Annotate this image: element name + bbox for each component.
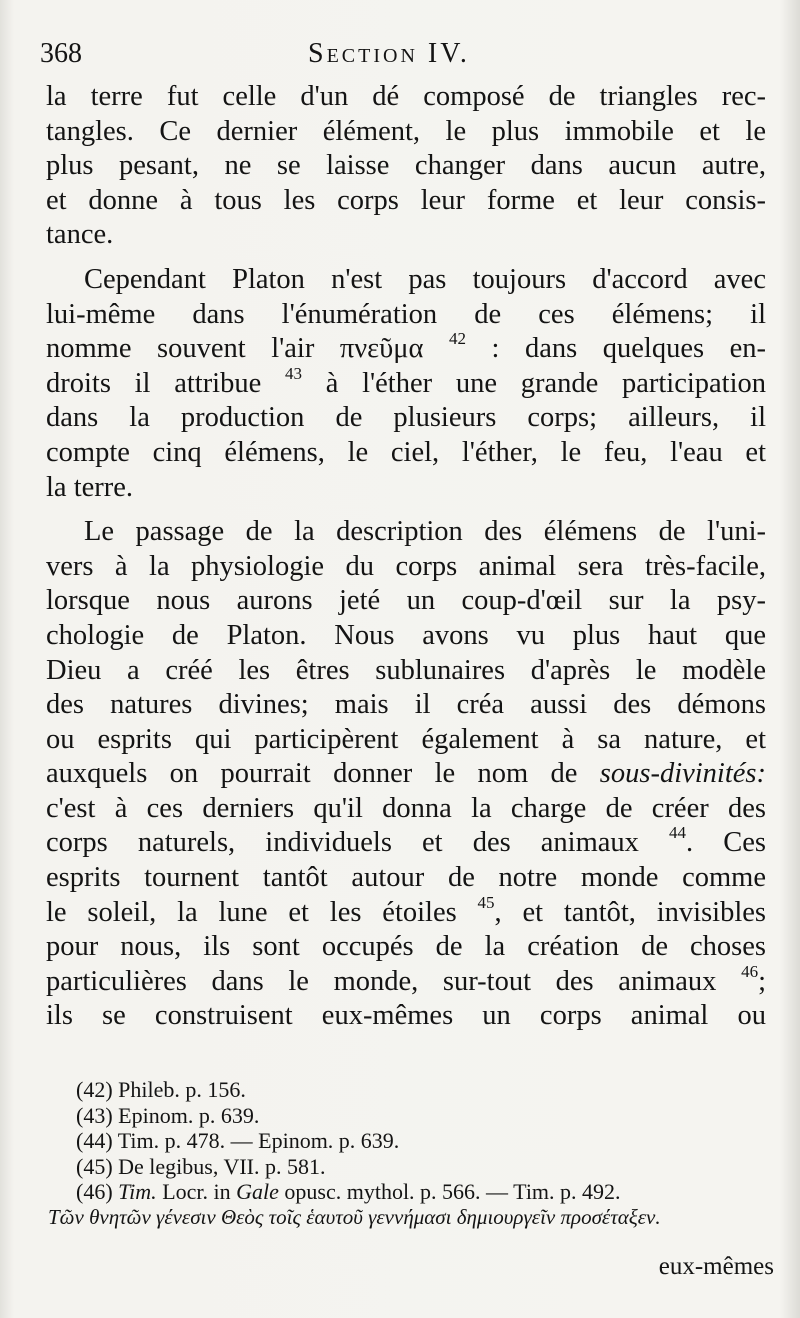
text-line — [46, 757, 766, 792]
footnote-ref-44: 44 — [669, 826, 687, 843]
page-number: 368 — [40, 38, 82, 69]
text-line: vers à la physiologie du corps animal sera très-facile, — [46, 550, 766, 582]
text-line — [46, 826, 766, 861]
text-fragment: particulières dans le monde, sur-tout des animaux — [46, 965, 717, 997]
text-line: lorsque nous aurons jeté un coup-d'œil sur la psy- — [46, 585, 766, 617]
running-head: Section IV. — [308, 38, 470, 69]
greek-quotation: Τῶν θνητῶν γένεσιν Θεὸς τοῖς ἑαυτοῦ γεννήμασι δημιουργεῖν προσέταξεν. — [48, 1204, 661, 1229]
footnote-ref-42: 42 — [449, 332, 466, 349]
paragraph-1 — [46, 80, 766, 253]
footnote-44: (44) Tim. p. 478. — Epinom. p. 639. — [76, 1128, 400, 1153]
text-line: compte cinq élémens, le ciel, l'éther, le feu, l'eau et — [46, 436, 766, 468]
text-line: chologie de Platon. Nous avons vu plus haut que — [46, 619, 766, 651]
text-fragment: à l'éther une grande participation — [325, 367, 766, 399]
text-line: plus pesant, ne se laisse changer dans aucun autre, — [46, 150, 766, 182]
text-fragment: , et tantôt, invisibles — [494, 896, 766, 928]
text-line — [46, 896, 766, 931]
text-line: Cependant Platon n'est pas toujours d'accord avec — [84, 263, 766, 295]
catchword: eux-mêmes — [658, 1253, 774, 1280]
footnote-ref-46: 46 — [741, 964, 759, 981]
text-fragment: ; — [758, 965, 766, 997]
text-line: tance. — [46, 219, 114, 251]
text-line — [46, 332, 766, 367]
text-fragment: droits il attribue — [46, 367, 262, 399]
footnote-42: (42) Phileb. p. 156. — [76, 1077, 246, 1102]
text-fragment: opusc. mythol. p. 566. — Tim. p. 492. — [284, 1179, 621, 1204]
main-text — [46, 80, 766, 1034]
text-fragment: corps naturels, individuels et des animaux — [46, 827, 639, 859]
footnote-46 — [76, 1179, 772, 1205]
italic-term: Tim. — [118, 1179, 157, 1204]
text-line: la terre. — [46, 471, 134, 503]
text-line: Dieu a créé les êtres sublunaires d'après le modèle — [46, 654, 766, 686]
footnote-number: (46) — [76, 1179, 113, 1204]
text-line: ils se construisent eux-mêmes un corps animal ou — [46, 1000, 766, 1032]
text-line: Le passage de la description des élémens de l'uni- — [84, 516, 766, 548]
text-line: ou esprits qui participèrent également à sa nature, et — [46, 723, 766, 755]
page-header — [40, 38, 770, 78]
footnote-ref-45: 45 — [477, 895, 495, 912]
paragraph-3 — [46, 515, 766, 1034]
text-line — [46, 367, 766, 402]
text-fragment: . Ces — [686, 827, 766, 859]
footnote-43: (43) Epinom. p. 639. — [76, 1102, 260, 1128]
footnote-ref-43: 43 — [284, 366, 302, 383]
text-line — [46, 965, 766, 1000]
paragraph-2 — [46, 263, 766, 505]
text-line: des natures divines; mais il créa aussi des démons — [46, 689, 766, 721]
footnotes — [48, 1077, 772, 1232]
text-fragment: nomme souvent l'air πνεῦμα — [46, 333, 424, 365]
italic-term: sous-divinités: — [599, 758, 766, 790]
text-fragment: Locr. in — [162, 1179, 231, 1204]
italic-term: Gale — [236, 1179, 279, 1204]
text-line: tangles. Ce dernier élément, le plus immobile et le — [46, 115, 766, 147]
text-fragment: le soleil, la lune et les étoiles — [46, 896, 457, 928]
text-fragment: auxquels on pourrait donner le nom de — [46, 758, 578, 790]
text-fragment: : dans quelques en- — [491, 333, 766, 365]
text-line: la terre fut celle d'un dé composé de triangles rec- — [46, 81, 766, 112]
text-line: c'est à ces derniers qu'il donna la charge de créer des — [46, 792, 766, 824]
text-line: lui-même dans l'énumération de ces élémens; il — [46, 298, 766, 330]
footnote-45: (45) De legibus, VII. p. 581. — [76, 1153, 326, 1179]
text-line: esprits tournent tantôt autour de notre monde comme — [46, 862, 766, 894]
text-line: et donne à tous les corps leur forme et leur consis- — [46, 184, 766, 216]
text-line: pour nous, ils sont occupés de la création de choses — [46, 931, 766, 963]
text-line: dans la production de plusieurs corps; ailleurs, il — [46, 402, 766, 434]
